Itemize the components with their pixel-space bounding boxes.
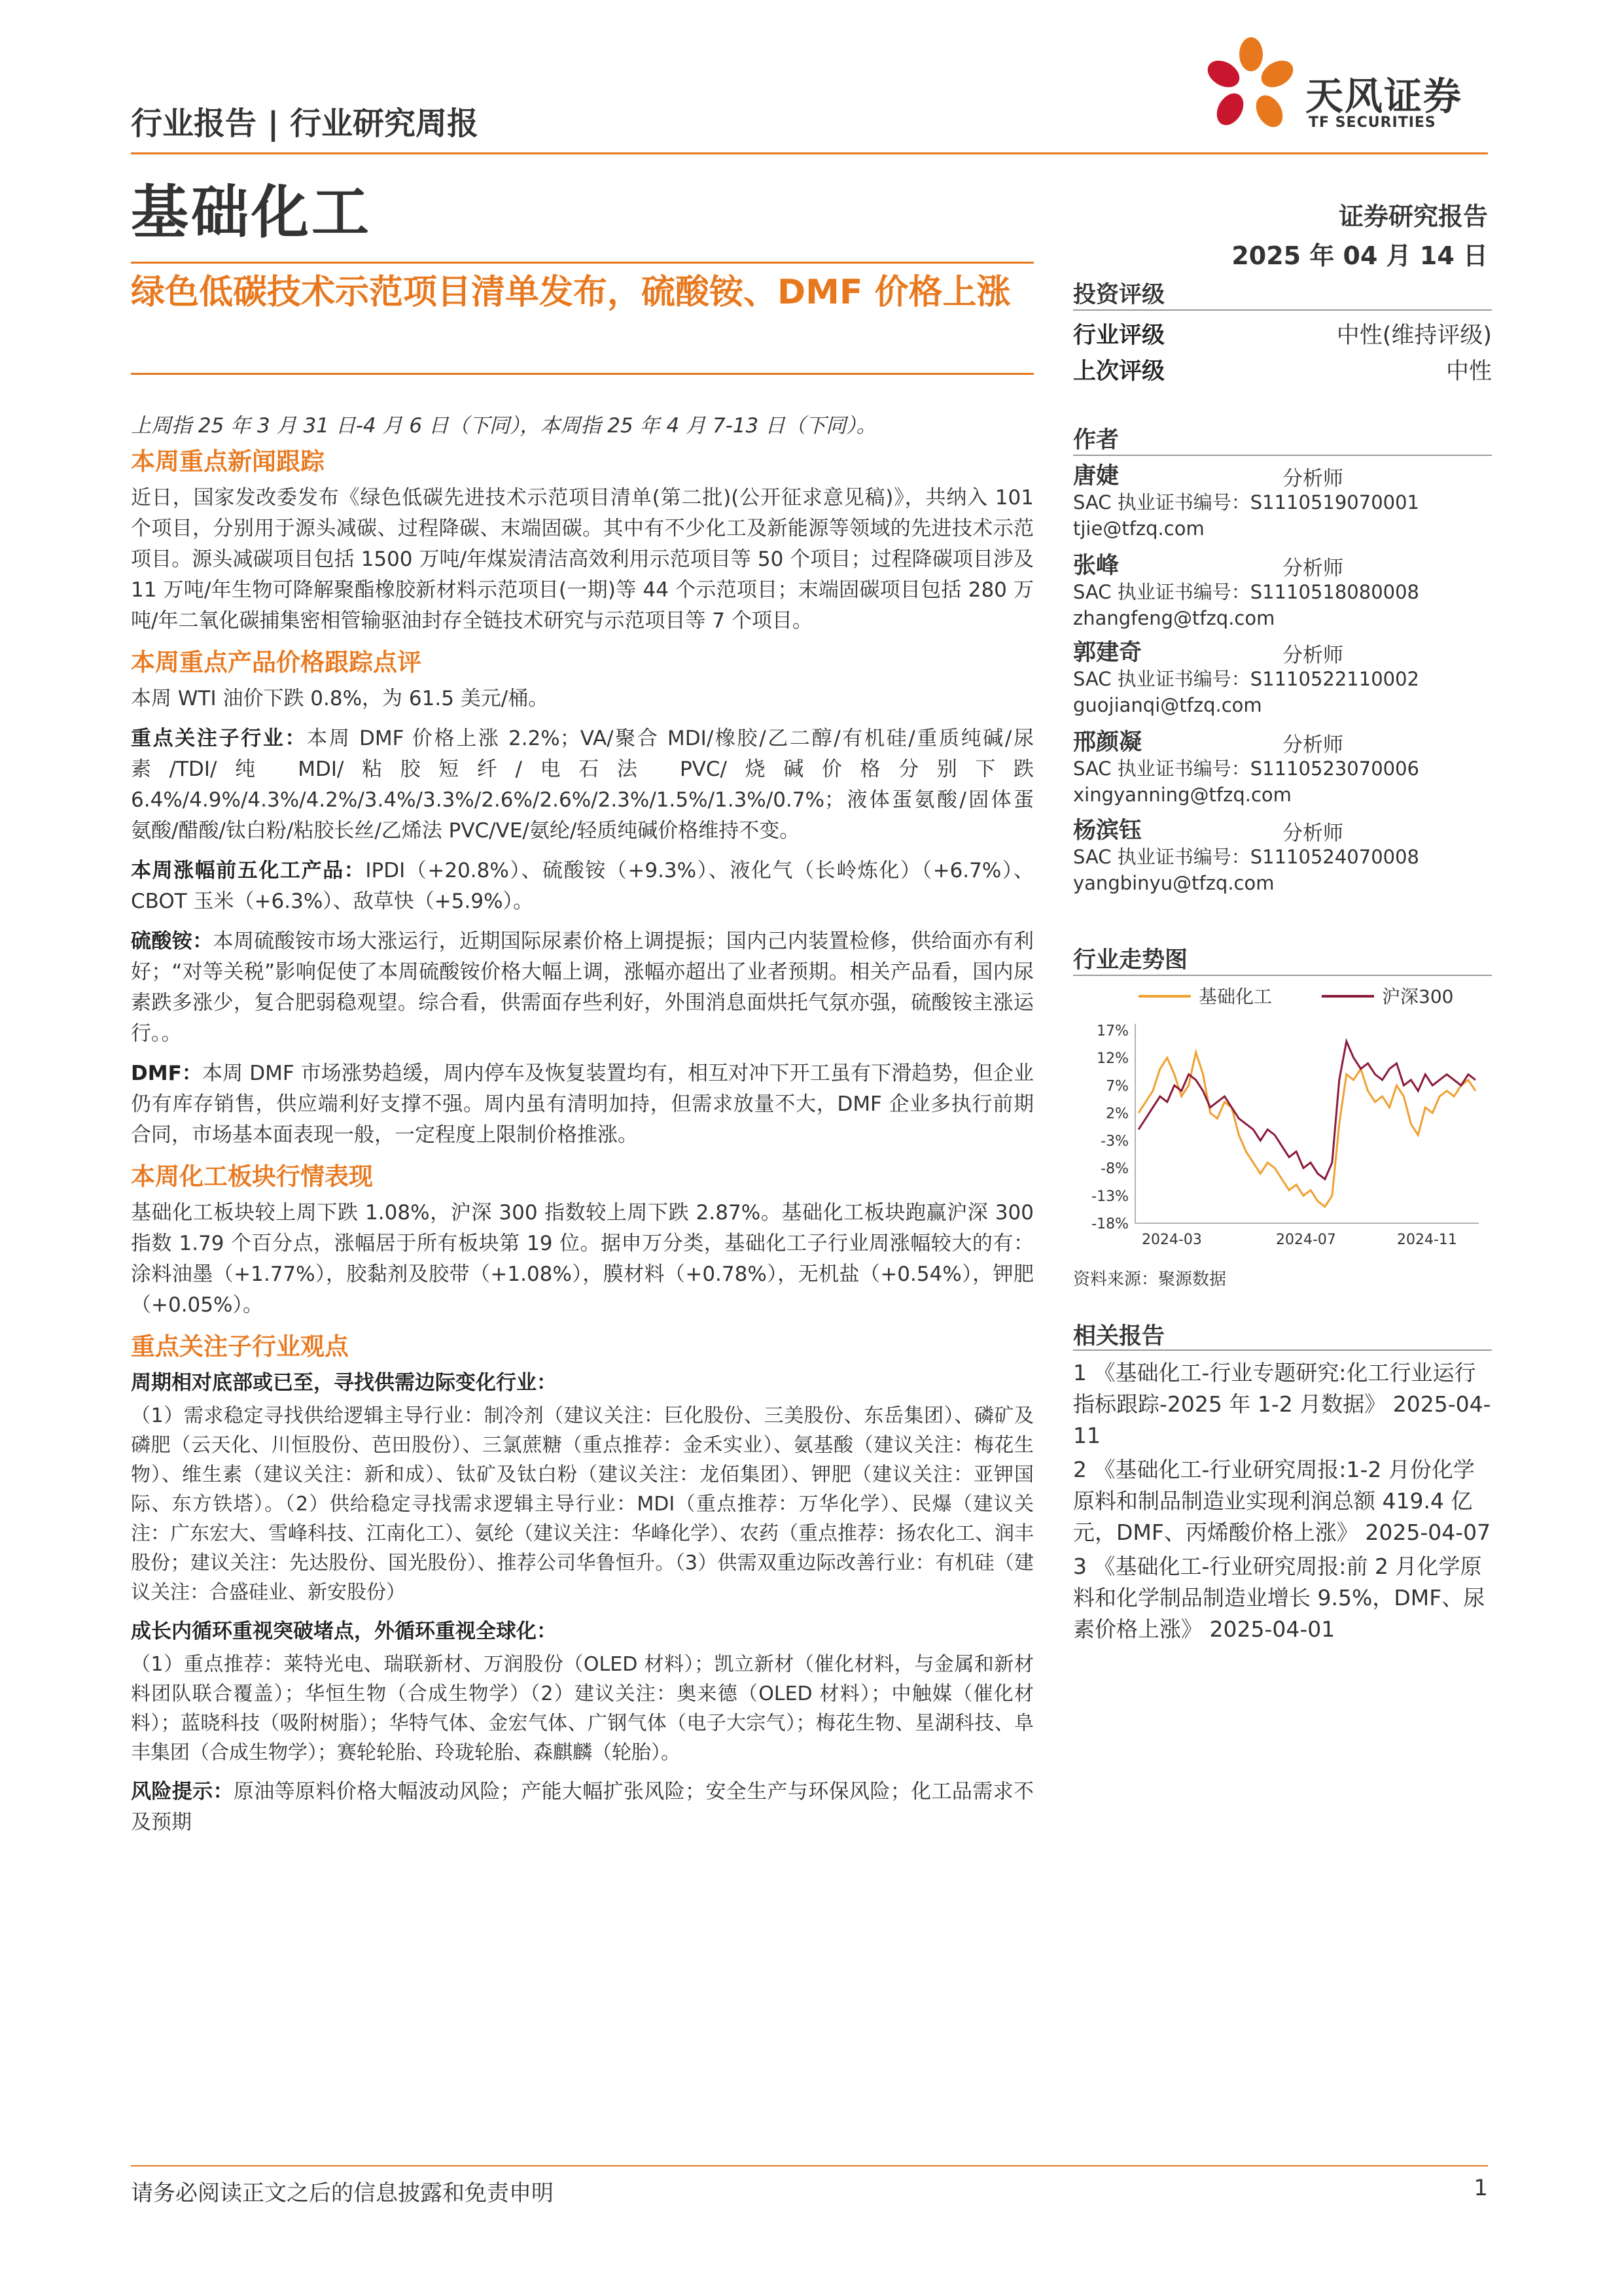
dmf-text: 本周 DMF 市场涨势趋缓，周内停车及恢复装置均有，相互对冲下开工虽有下滑趋势，但企业仍有库存销售，供应端利好支撑不强。周内虽有清明加持，但需求放量不大，DMF 企业多执行前期合同，市场基本面表现一般，一定程度上限制价格推涨。 [131,1062,1034,1147]
author-name: 邢颜凝 [1073,729,1142,756]
company-logo-icon [1204,36,1302,141]
ammonium-sulfate-paragraph [131,926,1034,1049]
legend-label: 沪深300 [1382,986,1454,1007]
author-cert: SAC 执业证书编号：S1110519070001 [1073,491,1420,513]
period-note: 上周指 25 年 3 月 31 日-4 月 6 日（下同），本周指 25 年 4 月 7-13 日（下同）。 [131,414,877,438]
sector-title: 基础化工 [131,179,372,246]
legend-label: 基础化工 [1199,986,1273,1007]
logo-text: 天风证券 [1305,74,1463,118]
risk-text: 原油等原料价格大幅波动风险；产能大幅扩张风险；安全生产与环保风险；化工品需求不及预期 [131,1780,1034,1834]
x-tick-label: 2024-07 [1276,1232,1336,1248]
author-email[interactable]: guojianqi@tfzq.com [1073,694,1262,716]
related-report-item[interactable]: 1 《基础化工-行业专题研究:化工行业运行指标跟踪-2025 年 1-2 月数据》 2025-04-11 [1073,1360,1491,1448]
top5-label: 本周涨幅前五化工产品： [131,859,366,882]
logo-subtext: TF SECURITIES [1309,114,1436,131]
chart-source: 资料来源：聚源数据 [1073,1270,1227,1289]
view2-label: 成长内循环重视突破堵点，外循环重视全球化： [131,1620,557,1643]
y-tick-label: 2% [1106,1105,1129,1122]
price-heading: 本周重点产品价格跟踪点评 [131,648,421,676]
author-role: 分析师 [1282,557,1343,580]
view1-label: 周期相对底部或已至，寻找供需边际变化行业： [131,1371,557,1395]
view2-paragraph: （1）重点推荐：莱特光电、瑞联新材、万润股份（OLED 材料）；凯立新材（催化材料，与金属和新材料团队联合覆盖）；华恒生物（合成生物学）（2）建议关注：奥来德（OLED 材料）；中触媒（催化材料）；蓝晓科技（吸附树脂）；华特气体、金宏气体、广钢气体（电子大宗气）；梅花生物、星湖科技、阜丰集团（合成生物学）；赛轮轮胎、玲珑轮胎、森麒麟（轮胎）。 [131,1653,1034,1764]
y-tick-label: 7% [1106,1078,1129,1095]
author-card [1073,729,1492,808]
market-heading: 本周化工板块行情表现 [131,1162,373,1191]
rating-rule [1073,309,1492,311]
related-reports [1073,1357,1492,1648]
focus-text: 本周 DMF 价格上涨 2.2%；VA/聚合 MDI/橡胶/乙二醇/有机硅/重质纯碱/尿素/TDI/纯 MDI/粘胶短纤/电石法 PVC/烧碱价格分别下跌 6.4%/4.9%/4.3%/4.2%/3.4%/3.3%/2.6%/2.6%/2.3%/1.5%/1.3%/0.7%；液体蛋氨酸/固体蛋氨酸/醋酸/钛白粉/粘胶长丝/乙烯法 PVC/VE/氨纶/轻质纯碱价格维持不变。 [131,727,1034,843]
chart-heading: 行业走势图 [1073,947,1188,973]
author-card [1073,463,1492,542]
chart-rule [1073,975,1492,976]
report-title: 绿色低碳技术示范项目清单发布，硫酸铵、DMF 价格上涨 [131,273,1011,312]
author-role: 分析师 [1282,467,1343,491]
author-card [1073,818,1492,896]
author-role: 分析师 [1282,733,1343,757]
y-tick-label: 12% [1097,1051,1129,1068]
author-name: 唐婕 [1073,463,1120,489]
industry-rating-row [1073,317,1492,350]
related-report-item[interactable]: 2 《基础化工-行业研究周报:1-2 月份化学原料和制品制造业实现利润总额 419.4 亿元，DMF、丙烯酸价格上涨》 2025-04-07 [1073,1457,1491,1545]
market-paragraph: 基础化工板块较上周下跌 1.08%，沪深 300 指数较上周下跌 2.87%。基础化工板块跑赢沪深 300 指数 1.79 个百分点，涨幅居于所有板块第 19 位。据申万分类，基础化工子行业周涨幅较大的有：涂料油墨（+1.77%），胶黏剂及胶带（+1.08%），膜材料（+0.78%），无机盐（+0.54%），钾肥（+0.05%）。 [131,1201,1034,1317]
top5-paragraph [131,856,1034,917]
focus-paragraph [131,723,1034,846]
author-email[interactable]: xingyanning@tfzq.com [1073,784,1292,806]
author-name: 杨滨钰 [1073,818,1142,844]
x-tick-label: 2024-03 [1142,1232,1202,1248]
related-heading: 相关报告 [1073,1323,1165,1349]
industry-rating-label: 行业评级 [1073,322,1165,349]
dmf-label: DMF： [131,1062,203,1085]
author-role: 分析师 [1282,822,1343,845]
page-number: 1 [1474,2175,1488,2201]
prev-rating-label: 上次评级 [1073,358,1165,385]
main-content [131,445,1034,1847]
y-tick-label: -13% [1091,1188,1129,1205]
author-cert: SAC 执业证书编号：S1110518080008 [1073,581,1420,603]
related-report-item[interactable]: 3 《基础化工-行业研究周报:前 2 月化学原料和化学制品制造业增长 9.5%，DMF、尿素价格上涨》 2025-04-01 [1073,1554,1485,1642]
dmf-paragraph [131,1058,1034,1151]
report-date: 2025 年 04 月 14 日 [1231,241,1488,270]
industry-rating-value: 中性(维持评级) [1336,322,1492,349]
rating-heading: 投资评级 [1073,282,1165,308]
y-tick-label: 17% [1097,1023,1129,1039]
industry-trend-chart [1073,978,1492,1259]
authors-heading: 作者 [1073,427,1120,453]
author-email[interactable]: yangbinyu@tfzq.com [1073,872,1275,894]
view-heading: 重点关注子行业观点 [131,1332,349,1361]
y-tick-label: -3% [1101,1133,1129,1150]
title-top-rule [131,262,1034,264]
related-rule [1073,1349,1492,1351]
x-tick-label: 2024-11 [1397,1232,1457,1248]
view1-paragraph: （1）需求稳定寻找供给逻辑主导行业：制冷剂（建议关注：巨化股份、三美股份、东岳集团）、磷矿及磷肥（云天化、川恒股份、芭田股份）、三氯蔗糖（重点推荐：金禾实业）、氨基酸（建议关注：梅花生物）、维生素（建议关注：新和成）、钛矿及钛白粉（建议关注：龙佰集团）、钾肥（建议关注：亚钾国际、东方铁塔）。（2）供给稳定寻找需求逻辑主导行业：MDI（重点推荐：万华化学）、民爆（建议关注：广东宏大、雪峰科技、江南化工）、氨纶（建议关注：华峰化学）、农药（重点推荐：扬农化工、润丰股份；建议关注：先达股份、国光股份）、推荐公司华鲁恒升。（3）供需双重边际改善行业：有机硅（建议关注：合盛硅业、新安股份） [131,1404,1034,1604]
header-divider [131,152,1488,154]
wti-paragraph: 本周 WTI 油价下跌 0.8%，为 61.5 美元/桶。 [131,687,549,710]
author-name: 张峰 [1073,553,1120,579]
news-paragraph: 近日，国家发改委发布《绿色低碳先进技术示范项目清单(第二批)(公开征求意见稿)》，共纳入 101 个项目，分别用于源头减碳、过程降碳、末端固碳。其中有不少化工及新能源等领域的先进技术示范项目。源头减碳项目包括 1500 万吨/年煤炭清洁高效利用示范项目等 50 个项目；过程降碳项目涉及 11 万吨/年生物可降解聚酯橡胶新材料示范项目(一期)等 44 个示范项目；末端固碳项目包括 280 万吨/年二氧化碳捕集密相管输驱油封存全链技术研究与示范项目等 7 个项目。 [131,486,1034,633]
y-tick-label: -8% [1101,1160,1129,1177]
author-email[interactable]: tjie@tfzq.com [1073,517,1205,540]
y-tick-label: -18% [1091,1216,1129,1232]
as-label: 硫酸铵： [131,930,213,953]
author-cert: SAC 执业证书编号：S1110522110002 [1073,668,1420,690]
author-card [1073,640,1492,718]
report-category: 行业报告 | 行业研究周报 [131,105,478,142]
document-type: 证券研究报告 [1338,202,1488,231]
author-cert: SAC 执业证书编号：S1110523070006 [1073,757,1420,780]
disclaimer[interactable]: 请务必阅读正文之后的信息披露和免责申明 [131,2180,554,2206]
risk-paragraph [131,1777,1034,1838]
author-card [1073,553,1492,631]
author-email[interactable]: zhangfeng@tfzq.com [1073,607,1275,629]
authors-rule [1073,455,1492,456]
author-cert: SAC 执业证书编号：S1110524070008 [1073,846,1420,868]
news-heading: 本周重点新闻跟踪 [131,447,325,476]
top5-text: IPDI（+20.8%）、硫酸铵（+9.3%）、液化气（长岭炼化）（+6.7%）、CBOT 玉米（+6.3%）、敌草快（+5.9%）。 [131,859,1034,913]
title-bottom-rule [131,373,1034,375]
author-name: 郭建奇 [1073,640,1142,666]
footer-rule [131,2165,1488,2166]
risk-label: 风险提示： [131,1780,234,1803]
as-text: 本周硫酸铵市场大涨运行，近期国际尿素价格上调提振；国内己内装置检修，供给面亦有利好；“对等关税”影响促使了本周硫酸铵价格大幅上调，涨幅亦超出了业者预期。相关产品看，国内尿素跌多涨少，复合肥弱稳观望。综合看，供需面存些利好，外围消息面烘托气氛亦强，硫酸铵主涨运行。。 [131,930,1034,1045]
prev-rating-row [1073,353,1492,386]
prev-rating-value: 中性 [1445,358,1492,385]
author-role: 分析师 [1282,644,1343,667]
focus-label: 重点关注子行业： [131,727,308,750]
